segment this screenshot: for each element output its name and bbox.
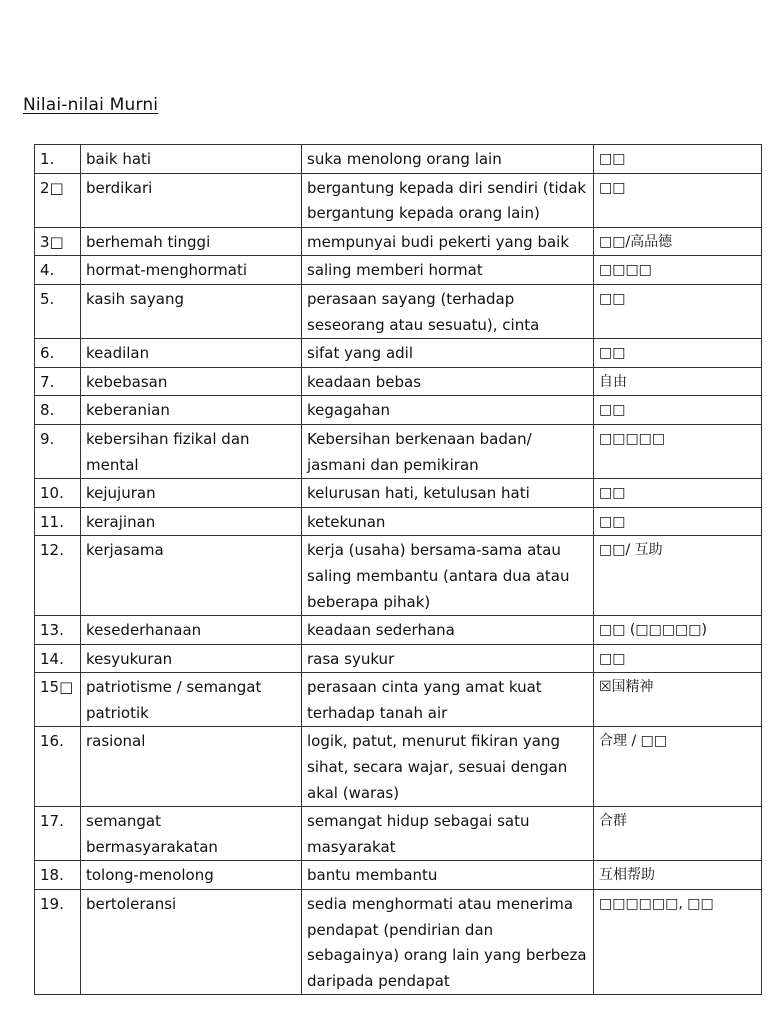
values-table-body xyxy=(35,145,762,995)
row-number: 13. xyxy=(35,616,81,645)
value-word: keberanian xyxy=(81,396,302,425)
value-meaning: rasa syukur xyxy=(302,644,594,673)
row-number: 2□ xyxy=(35,173,81,227)
value-word: semangat bermasyarakatan xyxy=(81,807,302,861)
table-row xyxy=(35,861,762,890)
table-row xyxy=(35,145,762,174)
table-row xyxy=(35,727,762,807)
value-meaning: bergantung kepada diri sendiri (tidak bergantung kepada orang lain) xyxy=(302,173,594,227)
value-chinese: □□/ 互助 xyxy=(594,536,762,616)
table-row xyxy=(35,807,762,861)
value-meaning: sifat yang adil xyxy=(302,339,594,368)
table-row xyxy=(35,890,762,995)
value-chinese: □□ xyxy=(594,396,762,425)
value-meaning: kelurusan hati, ketulusan hati xyxy=(302,479,594,508)
value-chinese: □□ xyxy=(594,507,762,536)
value-chinese: □□ xyxy=(594,145,762,174)
table-row xyxy=(35,339,762,368)
table-row xyxy=(35,173,762,227)
value-word: kebersihan fizikal dan mental xyxy=(81,424,302,478)
table-row xyxy=(35,367,762,396)
value-chinese: 合理 / □□ xyxy=(594,727,762,807)
row-number: 10. xyxy=(35,479,81,508)
row-number: 12. xyxy=(35,536,81,616)
table-row xyxy=(35,616,762,645)
row-number: 16. xyxy=(35,727,81,807)
row-number: 19. xyxy=(35,890,81,995)
table-row xyxy=(35,673,762,727)
value-chinese: □□□□□ xyxy=(594,424,762,478)
value-meaning: keadaan sederhana xyxy=(302,616,594,645)
value-meaning: perasaan cinta yang amat kuat terhadap tanah air xyxy=(302,673,594,727)
row-number: 15□ xyxy=(35,673,81,727)
value-chinese: 自由 xyxy=(594,367,762,396)
value-word: baik hati xyxy=(81,145,302,174)
value-chinese: □□ (□□□□□) xyxy=(594,616,762,645)
value-meaning: semangat hidup sebagai satu masyarakat xyxy=(302,807,594,861)
row-number: 1. xyxy=(35,145,81,174)
value-meaning: logik, patut, menurut fikiran yang sihat, secara wajar, sesuai dengan akal (waras) xyxy=(302,727,594,807)
value-word: kerajinan xyxy=(81,507,302,536)
value-meaning: Kebersihan berkenaan badan/ jasmani dan pemikiran xyxy=(302,424,594,478)
value-meaning: saling memberi hormat xyxy=(302,256,594,285)
value-word: kesederhanaan xyxy=(81,616,302,645)
value-word: kebebasan xyxy=(81,367,302,396)
value-meaning: kerja (usaha) bersama-sama atau saling membantu (antara dua atau beberapa pihak) xyxy=(302,536,594,616)
row-number: 18. xyxy=(35,861,81,890)
value-meaning: perasaan sayang (terhadap seseorang atau sesuatu), cinta xyxy=(302,284,594,338)
row-number: 3□ xyxy=(35,227,81,256)
row-number: 8. xyxy=(35,396,81,425)
value-word: berdikari xyxy=(81,173,302,227)
value-chinese: □□□□□□, □□ xyxy=(594,890,762,995)
value-chinese: □□□□ xyxy=(594,256,762,285)
value-word: kesyukuran xyxy=(81,644,302,673)
table-row xyxy=(35,284,762,338)
row-number: 6. xyxy=(35,339,81,368)
table-row xyxy=(35,424,762,478)
row-number: 5. xyxy=(35,284,81,338)
value-meaning: sedia menghormati atau menerima pendapat (pendirian dan sebagainya) orang lain yang berbeza daripada pendapat xyxy=(302,890,594,995)
values-table xyxy=(34,144,762,995)
table-row xyxy=(35,644,762,673)
row-number: 14. xyxy=(35,644,81,673)
value-chinese: ☒国精神 xyxy=(594,673,762,727)
value-chinese: □□ xyxy=(594,479,762,508)
value-word: kasih sayang xyxy=(81,284,302,338)
row-number: 17. xyxy=(35,807,81,861)
table-row xyxy=(35,227,762,256)
value-word: rasional xyxy=(81,727,302,807)
row-number: 4. xyxy=(35,256,81,285)
table-row xyxy=(35,256,762,285)
value-word: keadilan xyxy=(81,339,302,368)
value-chinese: □□ xyxy=(594,339,762,368)
value-word: kerjasama xyxy=(81,536,302,616)
page-title: Nilai-nilai Murni xyxy=(23,95,159,115)
value-meaning: keadaan bebas xyxy=(302,367,594,396)
row-number: 7. xyxy=(35,367,81,396)
value-meaning: bantu membantu xyxy=(302,861,594,890)
value-meaning: mempunyai budi pekerti yang baik xyxy=(302,227,594,256)
value-meaning: ketekunan xyxy=(302,507,594,536)
value-word: tolong-menolong xyxy=(81,861,302,890)
value-word: bertoleransi xyxy=(81,890,302,995)
value-word: berhemah tinggi xyxy=(81,227,302,256)
value-chinese: 互相帮助 xyxy=(594,861,762,890)
value-chinese: □□ xyxy=(594,284,762,338)
row-number: 9. xyxy=(35,424,81,478)
value-word: patriotisme / semangat patriotik xyxy=(81,673,302,727)
value-chinese: □□/高品德 xyxy=(594,227,762,256)
value-meaning: suka menolong orang lain xyxy=(302,145,594,174)
value-word: hormat-menghormati xyxy=(81,256,302,285)
value-chinese: 合群 xyxy=(594,807,762,861)
value-chinese: □□ xyxy=(594,173,762,227)
value-chinese: □□ xyxy=(594,644,762,673)
table-row xyxy=(35,507,762,536)
table-row xyxy=(35,479,762,508)
table-row xyxy=(35,536,762,616)
value-meaning: kegagahan xyxy=(302,396,594,425)
value-word: kejujuran xyxy=(81,479,302,508)
table-row xyxy=(35,396,762,425)
row-number: 11. xyxy=(35,507,81,536)
